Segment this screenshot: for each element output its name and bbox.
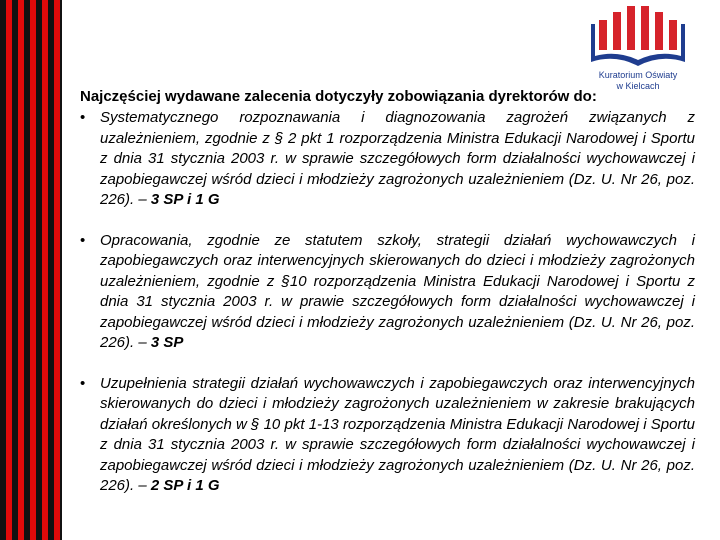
list-item	[80, 231, 695, 354]
list-item-text: Systematycznego rozpoznawania i diagnozowania zagrożeń związanych z uzależnieniem, zgodnie z § 2 pkt 1 rozporządzenia Ministra Edukacji Narodowej i Sportu z dnia 31 stycznia 2003 r. w sprawie szczegółowych form działalności wychowawczej i zapobiegawczej wśród dzieci i młodzieży zagrożonych uzależnieniem (Dz. U. Nr 26, poz. 226). –	[100, 109, 695, 208]
bullet-icon: •	[80, 109, 86, 126]
recommendations-list	[80, 108, 695, 497]
logo-text-line1: Kuratorium Oświaty	[598, 70, 678, 80]
list-item	[80, 108, 695, 211]
list-item-ref: 3 SP	[150, 334, 184, 351]
list-item	[80, 374, 695, 497]
bullet-icon: •	[80, 231, 86, 249]
list-item-text: Uzupełnienia strategii działań wychowawczych i zapobiegawczych oraz interwencyjnych skierowanych do dzieci i młodzieży zagrożonych uzależnieniem w zakresie brakujących działań określonych w § 10 pkt 1-13 rozporządzenia Ministra Edukacji Narodowej i Sportu z dnia 31 stycznia 2003 r. w sprawie szczegółowych form działalności wychowawczej i zapobiegawczej wśród dzieci i młodzieży zagrożonych uzależnieniem (Dz. U. Nr 26, poz. 226). –	[100, 374, 695, 494]
list-item-text: Opracowania, zgodnie ze statutem szkoły, strategii działań wychowawczych i zapobiegawczych oraz interwencyjnych skierowanych do dzieci i młodzieży zagrożonych uzależnieniem, zgodnie z §10 rozporządzenia Ministra Edukacji Narodowej i Sportu z dnia 31 stycznia 2003 r. w prawie szczegółowych form działalności wychowawczej i zapobiegawczej wśród dzieci i młodzieży zagrożonych uzależnieniem (Dz. U. Nr 26, poz. 226). –	[100, 231, 695, 351]
page-heading: Najczęściej wydawane zalecenia dotyczyły zobowiązania dyrektorów do:	[80, 88, 597, 105]
decorative-stripes	[0, 0, 62, 540]
bullet-icon: •	[80, 374, 86, 392]
kuratorium-logo	[578, 2, 698, 94]
logo-text-line2: w Kielcach	[616, 81, 660, 91]
book-emblem-icon	[585, 2, 691, 70]
list-item-ref: 3 SP i 1 G	[150, 191, 220, 208]
list-item-ref: 2 SP i 1 G	[150, 477, 220, 494]
